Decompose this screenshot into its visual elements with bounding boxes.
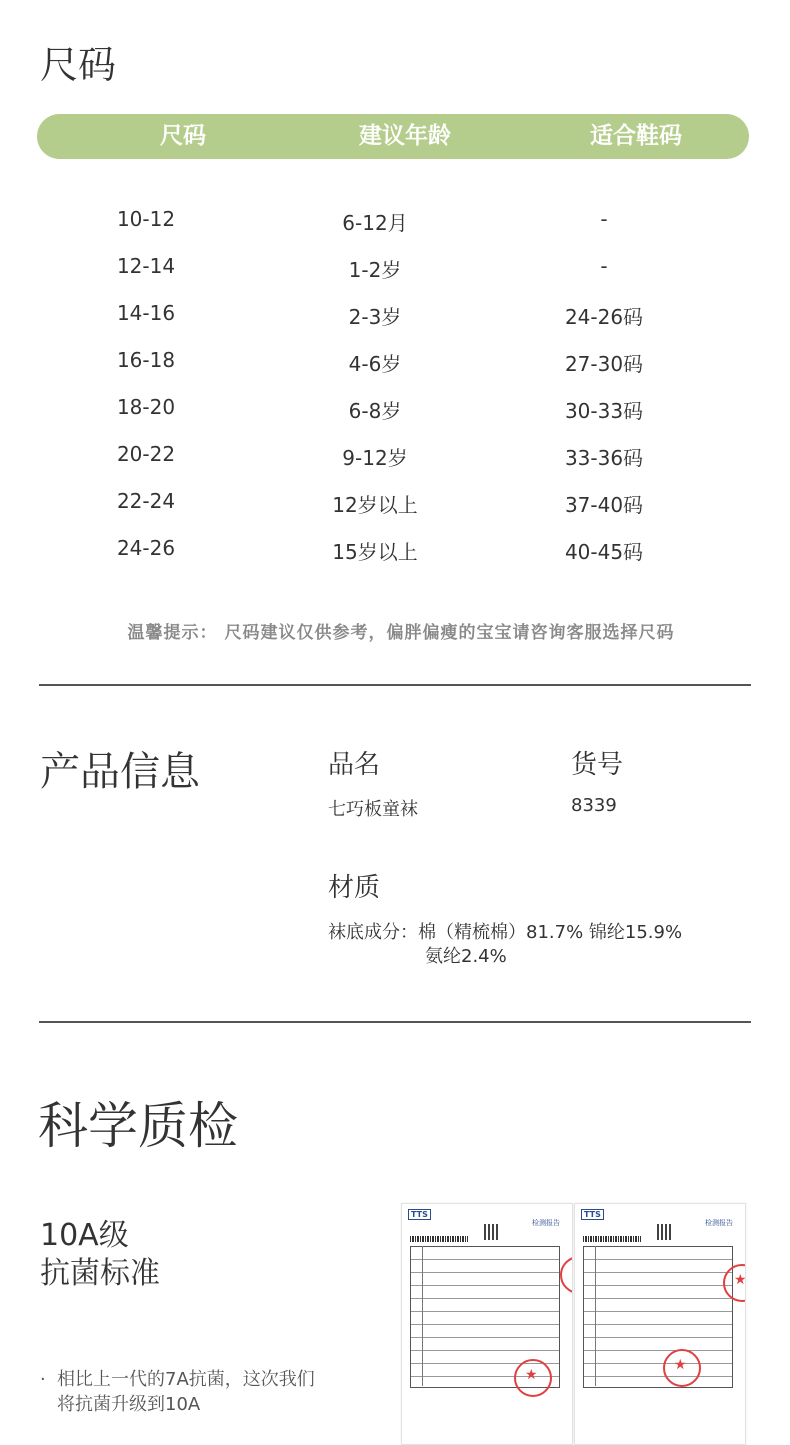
header-age: 建议年龄	[359, 123, 451, 149]
size-table-row	[0, 207, 790, 254]
barcode-icon	[583, 1236, 641, 1242]
bullet-text-line-1: 相比上一代的7A抗菌，这次我们	[57, 1369, 315, 1390]
report-logo: TTS	[581, 1209, 604, 1220]
red-seal-icon	[560, 1256, 573, 1294]
report-logo: TTS	[408, 1209, 431, 1220]
divider-1	[39, 684, 751, 686]
report-title: 检测报告	[532, 1219, 560, 1227]
size-table-row	[0, 395, 790, 442]
shoe-size-cell: 33-36码	[564, 446, 644, 470]
shoe-size-cell: -	[600, 254, 608, 278]
size-cell: 10-12	[116, 207, 176, 231]
material-label: 材质	[328, 873, 381, 903]
shoe-size-cell: -	[600, 207, 608, 231]
size-table-row	[0, 254, 790, 301]
size-cell: 14-16	[116, 301, 176, 325]
material-line-1: 袜底成分：棉（精梳棉）81.7% 锦纶15.9%	[328, 922, 683, 943]
report-table-line	[422, 1246, 423, 1386]
size-table-row	[0, 536, 790, 583]
size-cell: 12-14	[116, 254, 176, 278]
product-name-value: 七巧板童袜	[328, 799, 418, 820]
age-cell: 6-8岁	[348, 399, 402, 423]
bullet-dot: ·	[40, 1369, 46, 1390]
size-cell: 24-26	[116, 536, 176, 560]
size-section-title: 尺码	[40, 43, 117, 87]
age-cell: 6-12月	[342, 211, 408, 235]
red-seal-icon	[514, 1359, 552, 1397]
report-table	[583, 1246, 733, 1388]
age-cell: 1-2岁	[348, 258, 402, 282]
red-seal-icon	[663, 1349, 701, 1387]
shoe-size-cell: 24-26码	[564, 305, 644, 329]
size-cell: 20-22	[116, 442, 176, 466]
shoe-size-cell: 37-40码	[564, 493, 644, 517]
header-size: 尺码	[160, 123, 206, 149]
test-report-image-2	[574, 1203, 746, 1445]
barcode-icon	[410, 1236, 468, 1242]
size-table-row	[0, 442, 790, 489]
shoe-size-cell: 40-45码	[564, 540, 644, 564]
sku-value: 8339	[571, 795, 617, 816]
size-table-row	[0, 301, 790, 348]
qr-code-icon	[657, 1224, 673, 1240]
size-tip: 温馨提示： 尺码建议仅供参考，偏胖偏瘦的宝宝请咨询客服选择尺码	[127, 623, 675, 643]
size-cell: 18-20	[116, 395, 176, 419]
test-report-image-1	[401, 1203, 573, 1445]
header-shoe-size: 适合鞋码	[590, 123, 682, 149]
age-cell: 12岁以上	[332, 493, 418, 517]
size-cell: 22-24	[116, 489, 176, 513]
shoe-size-cell: 30-33码	[564, 399, 644, 423]
size-cell: 16-18	[116, 348, 176, 372]
report-title: 检测报告	[705, 1219, 733, 1227]
age-cell: 9-12岁	[342, 446, 408, 470]
qr-code-icon	[484, 1224, 500, 1240]
size-table-row	[0, 348, 790, 395]
antibacterial-standard: 抗菌标准	[40, 1256, 160, 1291]
age-cell: 4-6岁	[348, 352, 402, 376]
shoe-size-cell: 27-30码	[564, 352, 644, 376]
report-table-line	[595, 1246, 596, 1386]
antibacterial-grade: 10A级	[40, 1218, 129, 1253]
product-name-label: 品名	[328, 750, 381, 780]
bullet-text-line-2: 将抗菌升级到10A	[57, 1394, 201, 1415]
age-cell: 15岁以上	[332, 540, 418, 564]
material-line-2: 氨纶2.4%	[425, 946, 507, 967]
product-info-title: 产品信息	[40, 749, 200, 795]
sku-label: 货号	[571, 750, 624, 780]
size-table-row	[0, 489, 790, 536]
age-cell: 2-3岁	[348, 305, 402, 329]
size-table-header	[37, 114, 749, 159]
quality-section-title: 科学质检	[38, 1097, 238, 1155]
divider-2	[39, 1021, 751, 1023]
